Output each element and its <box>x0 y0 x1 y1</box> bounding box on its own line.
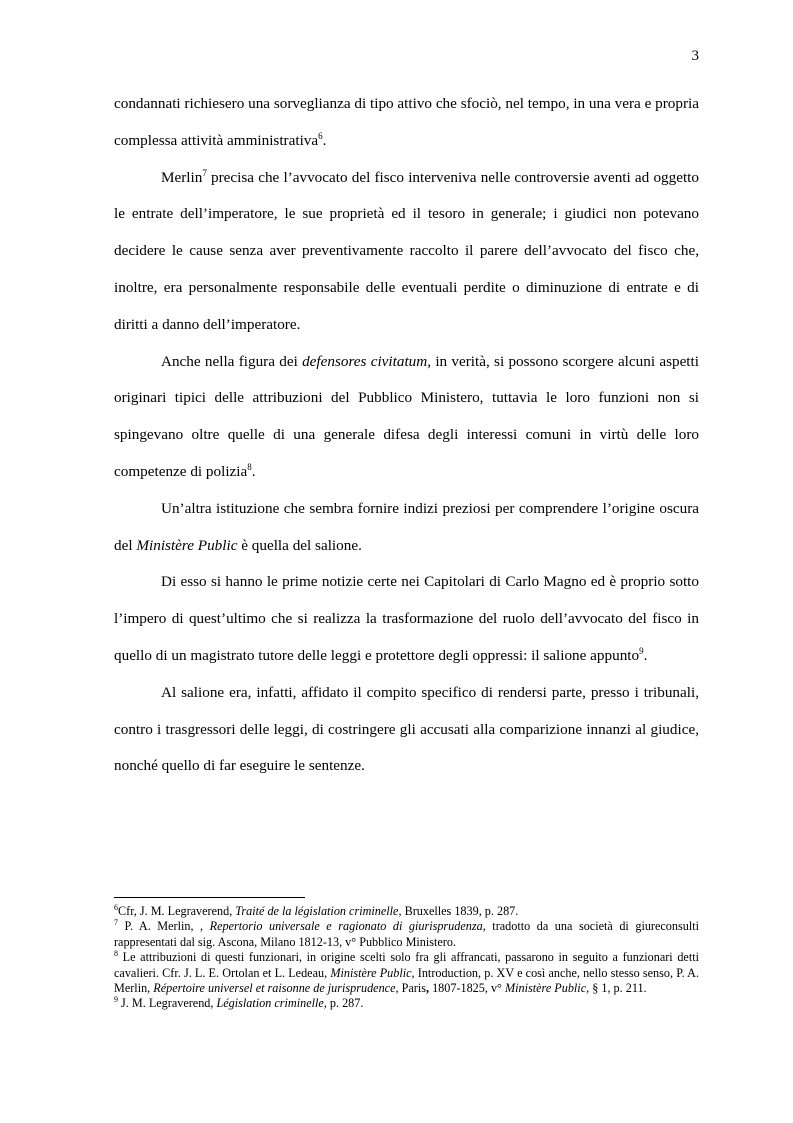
paragraph-4-rest: è quella del salione. <box>237 536 362 554</box>
paragraph-3-end: . <box>251 462 256 480</box>
footnote-title: Ministère Public, <box>330 965 415 980</box>
footnote-text: Cfr, J. M. Legraverend, <box>118 904 236 918</box>
footnote-title: Repertorio universale e ragionato di giurisprudenza <box>209 919 483 934</box>
paragraph-1-text: condannati richiesero una sorveglianza di tipo attivo che sfociò, nel tempo, in una vera e propria complessa attività amministrativa <box>114 95 699 149</box>
paragraph-3-italic: defensores civitatum <box>302 352 428 370</box>
footnote-text: Bruxelles 1839, p. 287. <box>401 904 519 918</box>
footnote-7 <box>114 919 699 950</box>
footnote-text: Paris <box>398 981 426 996</box>
footnote-number: 6 <box>114 903 118 912</box>
footnote-number: 7 <box>114 918 118 928</box>
paragraph-5 <box>114 564 699 674</box>
paragraph-5-text: Di esso si hanno le prime notizie certe nei Capitolari di Carlo Magno ed è proprio sotto l’impero di quest’ultimo che si realizza la trasformazione del ruolo dell’avvocato del fisco in quello di un magistrato tutore delle leggi e protettore degli oppressi: il salione appunto <box>114 573 699 664</box>
paragraph-3 <box>114 344 699 491</box>
footnote-text: J. M. Legraverend, <box>118 996 217 1011</box>
paragraph-1-end: . <box>322 131 327 149</box>
footnote-text: 1807-1825, v° <box>429 981 505 996</box>
paragraph-1 <box>114 86 699 160</box>
paragraph-4-italic: Ministère Public <box>136 536 238 554</box>
footnote-ref-9[interactable]: 9 <box>639 645 644 656</box>
footnote-number: 9 <box>114 995 118 1005</box>
footnote-title: Législation criminelle, <box>216 996 327 1011</box>
footnote-ref-6[interactable]: 6 <box>318 130 323 141</box>
footnote-text: , § 1, p. 211. <box>586 981 647 996</box>
paragraph-6 <box>114 675 699 785</box>
footnotes <box>114 904 699 1012</box>
footnote-title: Répertoire universel et raisonne de jurisprudence, <box>153 981 399 996</box>
paragraph-2-text: Merlin <box>161 168 203 186</box>
footnote-8 <box>114 950 699 996</box>
footnote-6 <box>114 904 699 919</box>
paragraph-3-rest: , in verità, si possono scorgere alcuni aspetti originari tipici delle attribuzioni del Pubblico Ministero, tuttavia le loro funzioni non si spingevano oltre quelle di una generale difesa degli interessi comuni in virtù delle loro competenze di polizia <box>114 352 699 480</box>
footnote-text: Le attribuzioni di questi funzionari, in origine scelti solo fra gli affrancati, passarono in seguito a funzionari detti cavalieri. Cfr. J. L. E. Ortolan et L. Ledeau, <box>114 950 699 980</box>
footnote-separator <box>114 897 305 898</box>
paragraph-4-text: Un’altra istituzione che sembra fornire indizi preziosi per comprendere l’origine oscura del <box>114 499 699 554</box>
footnote-text: P. A. Merlin, , <box>118 919 210 934</box>
footnote-text: , tradotto da una società di giureconsulti rappresentati dal sig. Ascona, Milano 1812-13, v° Pubblico Ministero. <box>114 919 699 949</box>
paragraph-2 <box>114 160 699 344</box>
footnote-9 <box>114 996 699 1011</box>
footnote-text: p. 287. <box>326 996 364 1011</box>
footnote-ref-7[interactable]: 7 <box>202 167 207 178</box>
footnote-text: Introduction, p. XV e così anche, nello stesso senso, P. A. Merlin, <box>114 965 700 996</box>
footnote-ref-8[interactable]: 8 <box>247 461 252 472</box>
paragraph-6-text: Al salione era, infatti, affidato il compito specifico di rendersi parte, presso i tribunali, contro i trasgressori delle leggi, di costringere gli accusati alla comparizione innanzi al giudice, nonché quello di far eseguire le sentenze. <box>114 683 699 775</box>
paragraph-4 <box>114 491 699 565</box>
paragraph-2-rest: precisa che l’avvocato del fisco interveniva nelle controversie aventi ad oggetto le entrate dell’imperatore, le sue proprietà ed il tesoro in generale; i giudici non potevano decidere le cause senza aver preventivamente raccolto il parere dell’avvocato del fisco che, inoltre, era personalmente responsabile delle eventuali perdite o diminuzione di entrate e di diritti a danno dell’imperatore. <box>114 168 699 333</box>
footnote-number: 8 <box>114 949 118 959</box>
footnote-bold-comma: , <box>425 981 430 996</box>
page-number: 3 <box>691 48 699 64</box>
body-text <box>114 86 699 785</box>
footnote-title: Ministère Public <box>504 981 587 996</box>
footnote-title: Traité de la législation criminelle, <box>235 904 402 918</box>
paragraph-5-end: . <box>643 646 648 664</box>
paragraph-3-text: Anche nella figura dei <box>161 352 303 370</box>
